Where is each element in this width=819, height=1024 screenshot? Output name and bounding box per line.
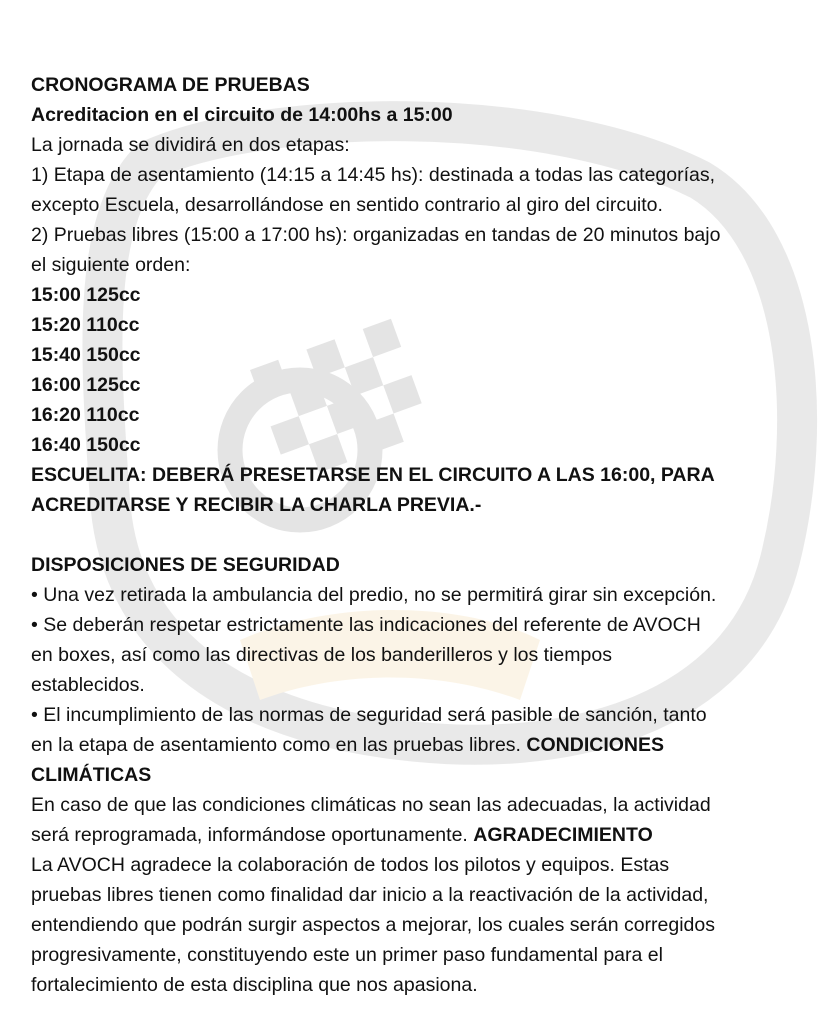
safety-bullet-3-line2: en la etapa de asentamiento como en las pruebas libres. [31,734,527,756]
climate-text-line2-with-title [31,820,801,850]
safety-bullet-2-line2: en boxes, así como las directivas de los banderilleros y los tiempos [31,644,612,666]
thanks-text-line2: pruebas libres tienen como finalidad dar inicio a la reactivación de la actividad, [31,884,709,906]
safety-bullet-3-line1: • El incumplimiento de las normas de seguridad será pasible de sanción, tanto [31,704,707,726]
stage1-text-line2: excepto Escuela, desarrollándose en sentido contrario al giro del circuito. [31,194,663,216]
schedule-item: 16:00 125cc [31,374,141,396]
climate-section-title-part2: CLIMÁTICAS [31,764,152,786]
thanks-text-line3: entendiendo que podrán surgir aspectos a mejorar, los cuales serán corregidos [31,914,715,936]
section-spacer [31,520,801,550]
safety-bullet-2-line1: • Se deberán respetar estrictamente las indicaciones del referente de AVOCH [31,614,701,636]
thanks-text-line4: progresivamente, constituyendo este un primer paso fundamental para el [31,944,663,966]
escuelita-notice-line2: ACREDITARSE Y RECIBIR LA CHARLA PREVIA.- [31,494,482,516]
thanks-text-line1: La AVOCH agradece la colaboración de todos los pilotos y equipos. Estas [31,854,670,876]
safety-bullet-3-line2-with-title [31,730,801,760]
safety-bullet-1: • Una vez retirada la ambulancia del predio, no se permitirá girar sin excepción. [31,584,717,606]
climate-text-line2: será reprogramada, informándose oportunamente. [31,824,474,846]
stage2-text-line2: el siguiente orden: [31,254,191,276]
thanks-section-title: AGRADECIMIENTO [473,824,653,846]
document-body [31,70,801,1000]
accreditation-time: Acreditacion en el circuito de 14:00hs a 15:00 [31,104,453,126]
climate-text-line1: En caso de que las condiciones climáticas no sean las adecuadas, la actividad [31,794,711,816]
schedule-item: 16:40 150cc [31,434,141,456]
schedule-item: 16:20 110cc [31,404,140,426]
schedule-heading: CRONOGRAMA DE PRUEBAS [31,74,310,96]
climate-section-title-part1: CONDICIONES [526,734,665,756]
schedule-item: 15:20 110cc [31,314,140,336]
thanks-text-line5: fortalecimiento de esta disciplina que nos apasiona. [31,974,478,996]
intro-text: La jornada se dividirá en dos etapas: [31,134,350,156]
safety-section-title: DISPOSICIONES DE SEGURIDAD [31,554,340,576]
stage1-text-line1: 1) Etapa de asentamiento (14:15 a 14:45 hs): destinada a todas las categorías, [31,164,716,186]
schedule-item: 15:40 150cc [31,344,141,366]
stage2-text-line1: 2) Pruebas libres (15:00 a 17:00 hs): organizadas en tandas de 20 minutos bajo [31,224,721,246]
schedule-item: 15:00 125cc [31,284,141,306]
escuelita-notice-line1: ESCUELITA: DEBERÁ PRESETARSE EN EL CIRCUITO A LAS 16:00, PARA [31,464,715,486]
safety-bullet-2-line3: establecidos. [31,674,145,696]
